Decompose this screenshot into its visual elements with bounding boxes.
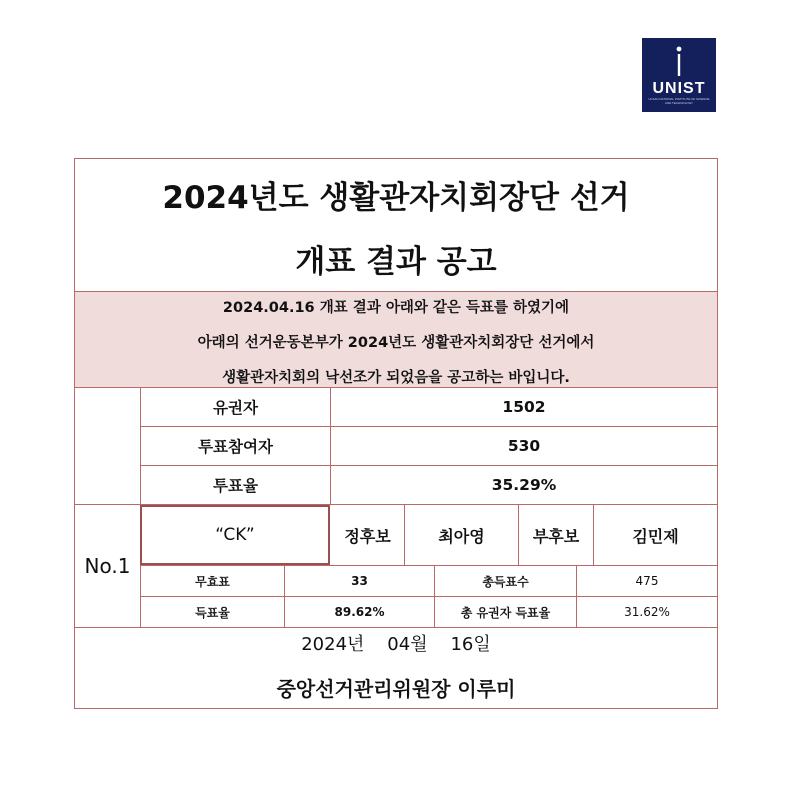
total-rate-value: 31.62% [624, 605, 670, 619]
total-votes-label: 총득표수 [482, 574, 529, 589]
page-title-line2: 개표 결과 공고 [295, 244, 497, 280]
member-3: 부후보 [532, 526, 580, 546]
announcement-date: 2024년 04월 16일 [301, 634, 491, 655]
vote-rate-label: 득표율 [195, 605, 230, 620]
notice-line2: 아래의 선거운동본부가 2024년도 생활관자치회장단 선거에서 [197, 335, 595, 351]
turnout-value: 35.29% [491, 476, 557, 494]
team-name: “CK” [215, 525, 255, 545]
invalid-label: 무효표 [195, 574, 230, 589]
eligible-label: 유권자 [213, 399, 258, 417]
total-votes-value: 475 [635, 574, 659, 588]
total-rate-label: 총 유권자 득표율 [460, 605, 551, 620]
notice-line3: 생활관자치회의 낙선조가 되었음을 공고하는 바입니다. [222, 370, 570, 386]
member-2: 최아영 [438, 526, 485, 546]
member-1: 정후보 [344, 526, 391, 546]
logo-mark-icon [676, 46, 682, 76]
logo-wordmark: UNIST [652, 80, 706, 97]
turnout-label: 투표율 [213, 477, 258, 495]
unist-logo [642, 38, 716, 112]
voters-label: 투표참여자 [198, 438, 273, 456]
logo-subtitle: ULSAN NATIONAL INSTITUTE OF SCIENCE AND TECHNOLOGY [648, 97, 710, 105]
vote-rate-value: 89.62% [334, 605, 385, 619]
voters-value: 530 [507, 437, 541, 455]
member-4: 김민제 [632, 526, 679, 546]
notice-line1: 2024.04.16 개표 결과 아래와 같은 득표를 하였기에 [222, 300, 570, 316]
invalid-value: 33 [351, 574, 368, 588]
candidate-number: No.1 [84, 554, 131, 578]
page-title-line1: 2024년도 생활관자치회장단 선거 [162, 180, 630, 216]
signature: 중앙선거관리위원장 이루미 [276, 677, 516, 701]
eligible-value: 1502 [502, 398, 546, 416]
